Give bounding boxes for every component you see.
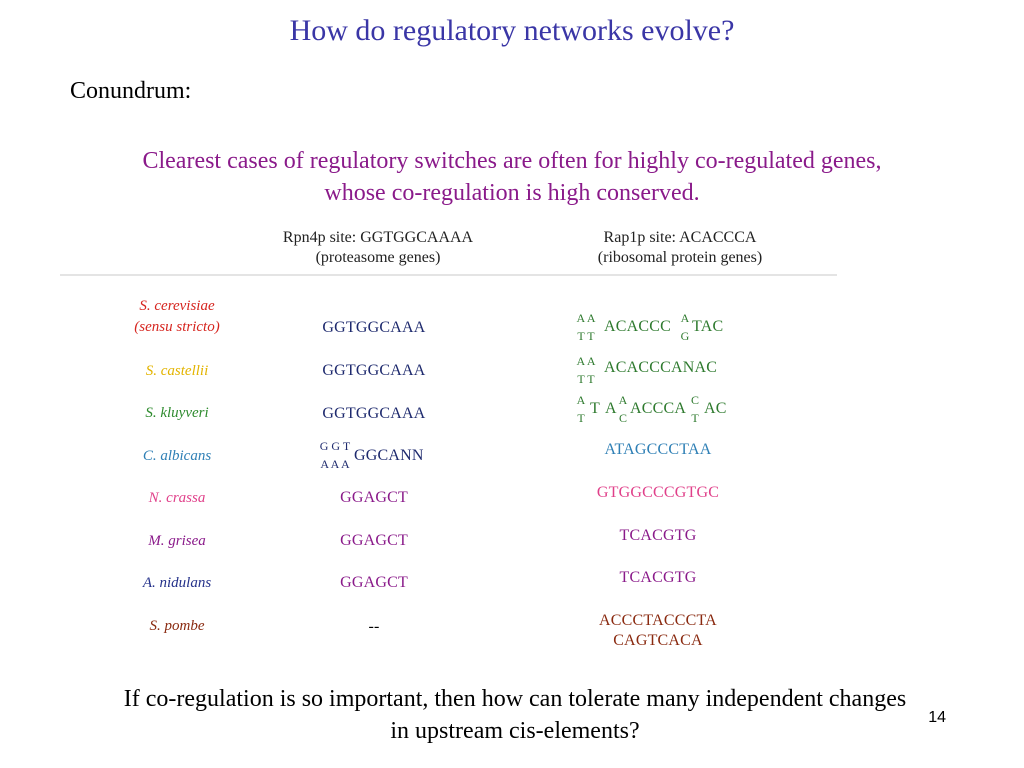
rap1-seq-s-castellii bbox=[575, 355, 735, 389]
rap1-seq-c-albicans: ATAGCCCTAA bbox=[604, 441, 712, 458]
species-a-nidulans: A. nidulans bbox=[142, 575, 212, 591]
degenerate-top: C bbox=[690, 393, 699, 407]
degenerate-bottom: T bbox=[577, 411, 585, 425]
table-divider bbox=[60, 274, 837, 276]
species-s-pombe: S. pombe bbox=[149, 618, 205, 634]
seq-core: ACCCA bbox=[630, 400, 687, 417]
rpn4-seq-s-cerevisiae: GGTGGCAAA bbox=[322, 319, 426, 336]
rpn4-seq-s-castellii: GGTGGCAAA bbox=[322, 362, 426, 379]
degenerate-top: A bbox=[618, 393, 628, 407]
slide-number: 14 bbox=[928, 709, 946, 726]
seq-core: GGCANN bbox=[354, 447, 424, 464]
seq-a: A bbox=[605, 400, 617, 417]
rap1-seq-m-grisea: TCACGTG bbox=[619, 527, 697, 544]
species-s-kluyveri: S. kluyveri bbox=[145, 405, 209, 421]
rpn4-seq-m-grisea: GGAGCT bbox=[340, 532, 408, 549]
highlight-line-2: whose co-regulation is high conserved. bbox=[324, 180, 700, 206]
degenerate-top: A A bbox=[576, 311, 596, 325]
degenerate-bottom: T bbox=[691, 411, 699, 425]
highlight-text bbox=[40, 145, 984, 209]
rpn4-seq-c-albicans bbox=[315, 440, 445, 474]
degenerate-bottom: T T bbox=[577, 372, 595, 386]
rpn4-seq-a-nidulans: GGAGCT bbox=[340, 574, 408, 591]
seq-core: ACACCC bbox=[604, 318, 671, 335]
degenerate-bottom: T T bbox=[577, 329, 595, 343]
degenerate-top: G G T bbox=[319, 439, 351, 453]
degenerate-top: A A bbox=[576, 354, 596, 368]
conundrum-label: Conundrum: bbox=[70, 78, 192, 104]
degenerate-top: A bbox=[576, 393, 586, 407]
rap1-seq-s-pombe bbox=[558, 611, 758, 651]
degenerate-top: A bbox=[680, 311, 690, 325]
species-m-grisea: M. grisea bbox=[148, 533, 206, 549]
species-n-crassa: N. crassa bbox=[148, 490, 206, 506]
closing-line-2: in upstream cis-elements? bbox=[390, 718, 640, 744]
rpn4-seq-s-kluyveri: GGTGGCAAA bbox=[322, 405, 426, 422]
species-name: S. cerevisiae bbox=[139, 298, 215, 314]
header-rap1-genes: (ribosomal protein genes) bbox=[597, 249, 763, 266]
header-rpn4 bbox=[248, 228, 508, 268]
rap1-seq-n-crassa: GTGGCCCGTGC bbox=[596, 484, 720, 501]
header-rap1 bbox=[550, 228, 810, 268]
seq-core: ACACCCANAC bbox=[604, 359, 718, 376]
species-c-albicans: C. albicans bbox=[142, 448, 212, 464]
closing-question bbox=[40, 683, 990, 747]
seq-line-1: ACCCTACCCTA bbox=[599, 612, 717, 629]
seq-tail: AC bbox=[704, 400, 727, 417]
seq-t: T bbox=[590, 400, 600, 417]
seq-tail: TAC bbox=[692, 318, 724, 335]
rap1-seq-s-kluyveri bbox=[575, 393, 735, 429]
closing-line-1: If co-regulation is so important, then how can tolerate many independent changes bbox=[123, 686, 907, 712]
slide-title: How do regulatory networks evolve? bbox=[289, 14, 735, 47]
seq-line-2: CAGTCACA bbox=[613, 632, 703, 649]
species-subtitle: (sensu stricto) bbox=[134, 319, 220, 335]
rap1-seq-a-nidulans: TCACGTG bbox=[619, 569, 697, 586]
rpn4-seq-n-crassa: GGAGCT bbox=[340, 489, 408, 506]
degenerate-bottom: A A A bbox=[320, 457, 350, 471]
species-s-cerevisiae bbox=[92, 296, 262, 338]
rap1-seq-s-cerevisiae bbox=[575, 312, 735, 346]
degenerate-bottom: G bbox=[680, 329, 690, 343]
header-rpn4-site: Rpn4p site: GGTGGCAAAA bbox=[282, 229, 474, 246]
header-rpn4-genes: (proteasome genes) bbox=[315, 249, 441, 266]
header-rap1-site: Rap1p site: ACACCCA bbox=[603, 229, 757, 246]
degenerate-bottom: C bbox=[618, 411, 627, 425]
highlight-line-1: Clearest cases of regulatory switches are often for highly co-regulated genes, bbox=[142, 148, 882, 174]
rpn4-seq-s-pombe: -- bbox=[368, 618, 380, 635]
species-s-castellii: S. castellii bbox=[145, 363, 209, 379]
